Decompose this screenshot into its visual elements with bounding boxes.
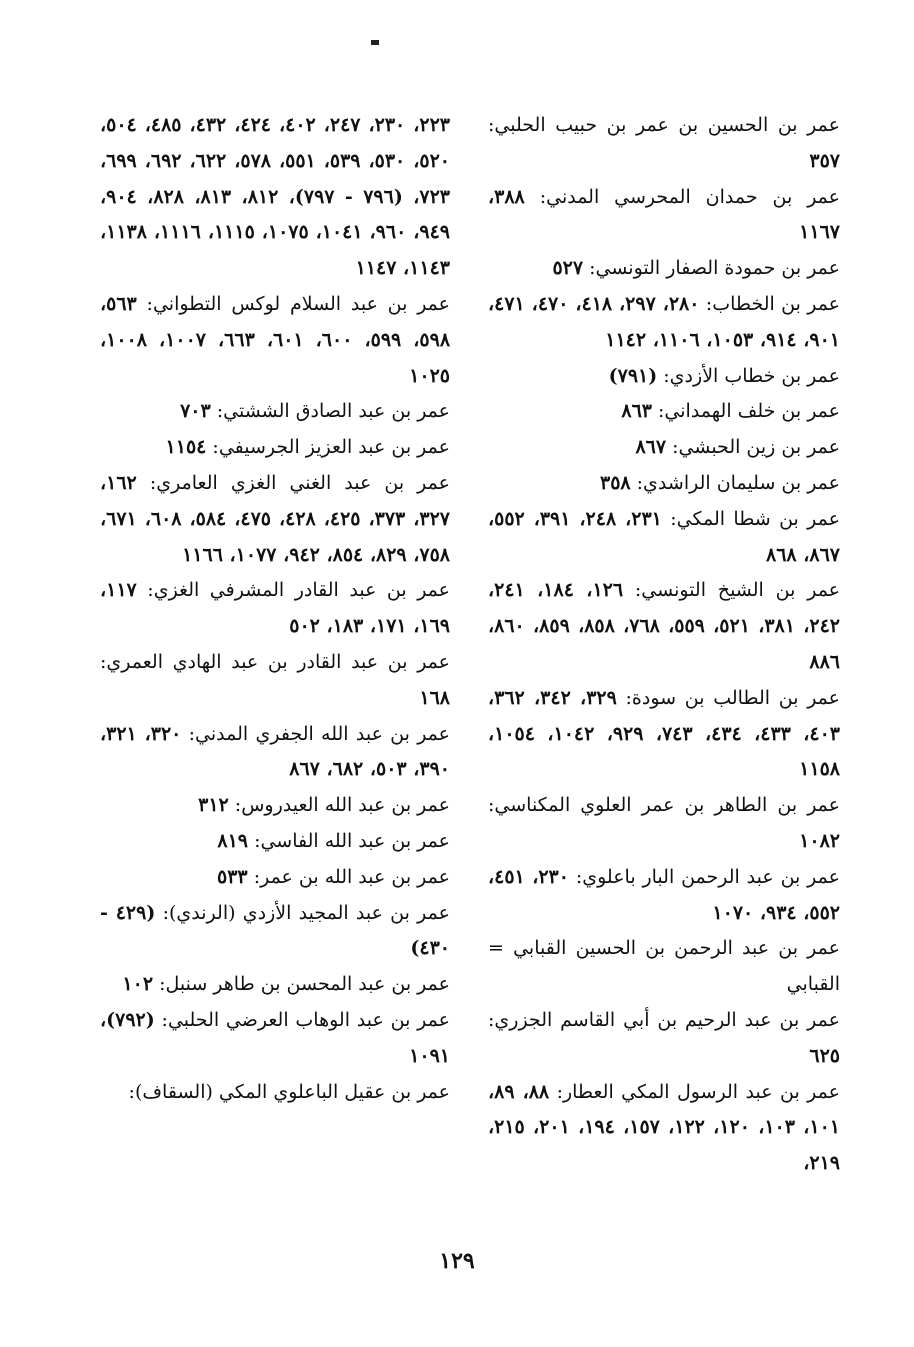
entry-name: عمر بن سليمان الراشدي:: [636, 471, 840, 494]
entry-name: عمر بن عبد الرسول المكي العطار:: [556, 1080, 840, 1103]
page-number: ١٢٩: [439, 1248, 475, 1274]
entry-page-refs: ٥٦٣، ٥٩٨، ٥٩٩، ٦٠٠، ٦٠١، ٦٦٣، ١٠٠٧، ١٠٠٨، ١٠٢٥: [100, 292, 451, 387]
index-entry: [488, 251, 840, 287]
entry-page-refs: ٢٣١، ٢٤٨، ٣٩١، ٥٥٢، ٨٦٧، ٨٦٨: [488, 507, 840, 566]
entry-page-refs: ٣٢٩، ٣٤٢، ٣٦٢، ٤٠٣، ٤٣٣، ٤٣٤، ٧٤٣، ٩٢٩، ١٠٤٢، ١٠٥٤، ١١٥٨: [488, 686, 841, 781]
entry-page-refs: (٧٩٢)، ١٠٩١: [100, 1008, 450, 1067]
entry-name: عمر بن عبد الله العيدروس:: [234, 794, 450, 817]
entry-name: عمر بن عبد الرحيم بن أبي القاسم الجزري:: [488, 1008, 840, 1031]
entry-page-refs: ٦٢٥: [809, 1044, 840, 1067]
entry-name: عمر بن عبد السلام لوكس التطواني:: [146, 292, 451, 315]
entry-name: عمر بن الطالب بن سودة:: [625, 686, 841, 709]
entry-name: عمر بن عبد القادر المشرفي الغزي:: [147, 579, 451, 602]
entry-page-refs: ١١٧، ١٦٩، ١٧١، ١٨٣، ٥٠٢: [100, 579, 450, 638]
index-entry: [100, 717, 450, 789]
top-mark: [371, 40, 379, 45]
entry-page-refs: ٢٣٠، ٤٥١، ٥٥٢، ٩٣٤، ١٠٧٠: [488, 865, 840, 924]
entry-page-refs: ٢٨٠، ٢٩٧، ٤١٨، ٤٧٠، ٤٧١، ٩٠١، ٩١٤، ١٠٥٣، ١١٠٦، ١١٤٢: [488, 292, 840, 351]
index-entry: [100, 394, 450, 430]
index-entry: [488, 108, 840, 180]
entry-page-refs: ٨١٩: [217, 829, 249, 852]
index-entry: [488, 860, 840, 932]
index-entry: [488, 394, 840, 430]
index-entry: [100, 430, 450, 466]
index-entry: [488, 430, 840, 466]
index-entry: [488, 1075, 840, 1182]
entry-page-refs: ٣٥٧: [809, 149, 840, 172]
entry-name: عمر بن عبد الله الجفري المدني:: [188, 722, 450, 745]
entry-name: عمر بن عبد الصادق الششتي:: [216, 400, 450, 423]
index-entry: [100, 1003, 450, 1075]
index-entry: [488, 287, 840, 359]
index-entry: [100, 466, 450, 573]
entry-name: عمر بن حمودة الصفار التونسي:: [589, 257, 840, 280]
index-entry: [488, 180, 840, 252]
index-entry: [488, 502, 840, 574]
entry-page-refs: ٨٦٧: [635, 436, 667, 459]
entry-name: عمر بن عبد المجيد الأزدي (الرندي):: [162, 901, 450, 924]
entry-name: عمر بن عبد المحسن بن طاهر سنبل:: [159, 973, 450, 996]
entry-page-refs: ٢٢٣، ٢٣٠، ٢٤٧، ٤٠٢، ٤٢٤، ٤٣٢، ٤٨٥، ٥٠٤، ٥٢٠، ٥٣٠، ٥٣٩، ٥٥١، ٥٧٨، ٦٢٢، ٦٩٢، ٦٩٩، ٧٢٣، (٧٩٦ - ٧٩٧)، ٨١٢، ٨١٣، ٨٢٨، ٩٠٤، ٩٤٩، ٩٦٠، ١٠٤١، ١٠٧٥، ١١١٥، ١١١٦، ١١٣٨، ١١٤٣، ١١٤٧: [100, 114, 451, 280]
index-entry: [488, 573, 840, 680]
entry-name: عمر بن عبد الله الفاسي:: [254, 829, 450, 852]
left-column: [100, 108, 450, 1228]
index-entry: [100, 967, 450, 1003]
entry-name: عمر بن الشيخ التونسي:: [634, 579, 841, 602]
entry-page-refs: ٨٨، ٨٩، ١٠١، ١٠٣، ١٢٠، ١٢٢، ١٥٧، ١٩٤، ٢٠١، ٢١٥، ٢١٩،: [488, 1080, 840, 1175]
entry-page-refs: ٣٨٨، ١١٦٧: [488, 185, 840, 244]
index-entry: [488, 931, 840, 1003]
entry-name: عمر بن عبد الله بن عمر:: [253, 865, 450, 888]
index-entry: [100, 824, 450, 860]
entry-page-refs: ١١٥٤: [165, 436, 207, 459]
entry-page-refs: ٧٠٣: [180, 400, 211, 423]
index-entry: [100, 1075, 450, 1111]
entry-name: عمر بن عبد الوهاب العرضي الحلبي:: [161, 1008, 450, 1031]
entry-page-refs: ١٦٢، ٣٢٧، ٣٧٣، ٤٢٥، ٤٢٨، ٤٧٥، ٥٨٤، ٦٠٨، ٦٧١، ٧٥٨، ٨٢٩، ٨٥٤، ٩٤٢، ١٠٧٧، ١١٦٦: [100, 471, 451, 566]
index-entry: [488, 359, 840, 395]
entry-page-refs: ٨٦٣: [621, 400, 652, 423]
entry-page-refs: ١٦٨: [419, 686, 450, 709]
entry-name: عمر بن عبد القادر بن عبد الهادي العمري:: [100, 650, 450, 673]
index-entry: [100, 645, 450, 717]
entry-page-refs: ١٠٢: [122, 973, 154, 996]
entry-page-refs: ٥٢٧: [552, 257, 584, 280]
index-entry: [100, 573, 450, 645]
entry-page-refs: ٥٣٣: [217, 865, 248, 888]
entry-name: عمر بن عقيل الباعلوي المكي (السقاف):: [128, 1080, 450, 1103]
entry-name: عمر بن الطاهر بن عمر العلوي المكناسي:: [488, 794, 840, 817]
index-entry: [100, 860, 450, 896]
entry-name: عمر بن عبد الغني الغزي العامري:: [149, 471, 450, 494]
entry-name: عمر بن شطا المكي:: [670, 507, 840, 530]
index-entry: [488, 1003, 840, 1075]
entry-name: عمر بن الخطاب:: [705, 292, 841, 315]
entry-page-refs: ١٢٦، ١٨٤، ٢٤١، ٢٤٢، ٣٨١، ٥٢١، ٥٥٩، ٧٦٨، ٨٥٨، ٨٥٩، ٨٦٠، ٨٨٦: [488, 579, 840, 673]
entry-page-refs: ٣٥٨: [599, 471, 631, 494]
index-entry: [488, 466, 840, 502]
entry-name: عمر بن عبد الرحمن البار باعلوي:: [575, 865, 840, 888]
index-entry: [488, 681, 840, 788]
entry-name: عمر بن عبد الرحمن بن الحسين القبابي = القبابي: [488, 937, 840, 996]
index-entry: [100, 287, 450, 394]
entry-name: عمر بن زين الحبشي:: [672, 436, 840, 459]
entry-page-refs: (٤٢٩ - ٤٣٠): [100, 901, 450, 960]
entry-page-refs: ٣٢٠، ٣٢١، ٣٩٠، ٥٠٣، ٦٨٢، ٨٦٧: [100, 722, 450, 781]
index-page: [100, 108, 840, 1228]
entry-page-refs: ١٠٨٢: [799, 829, 840, 852]
right-column: [488, 108, 840, 1228]
entry-name: عمر بن عبد العزيز الجرسيفي:: [212, 436, 450, 459]
index-entry: [100, 788, 450, 824]
entry-page-refs: ٣١٢: [198, 794, 229, 817]
entry-name: عمر بن خلف الهمداني:: [658, 400, 840, 423]
entry-name: عمر بن الحسين بن عمر بن حبيب الحلبي:: [488, 114, 840, 136]
entry-name: عمر بن خطاب الأزدي:: [663, 364, 840, 387]
index-entry: [100, 896, 450, 968]
index-entry: [488, 788, 840, 860]
entry-name: عمر بن حمدان المحرسي المدني:: [539, 185, 840, 208]
index-entry: [100, 108, 450, 287]
entry-page-refs: (٧٩١): [608, 364, 658, 387]
